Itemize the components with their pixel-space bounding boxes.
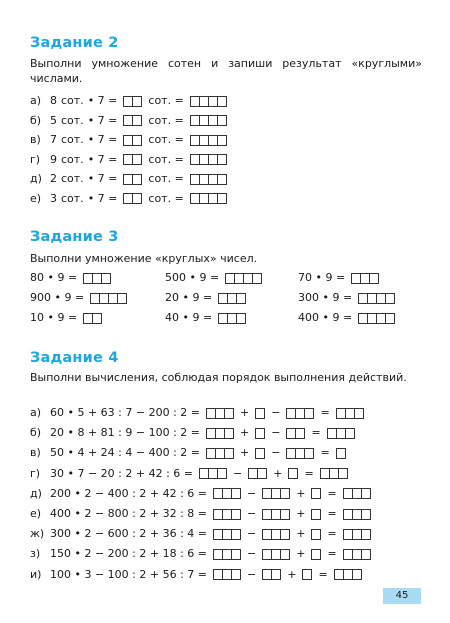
task3-item xyxy=(165,310,248,326)
answer-digit-box[interactable] xyxy=(361,509,371,520)
task3-item xyxy=(298,290,397,306)
answer-box-group xyxy=(327,428,355,439)
answer-digit-box[interactable] xyxy=(352,569,362,580)
answer-digit-box[interactable] xyxy=(217,115,227,126)
answer-digit-box[interactable] xyxy=(231,549,241,560)
operator: − xyxy=(247,507,257,520)
task3-title: Задание 3 xyxy=(30,229,119,245)
multiplication: • 7 = xyxy=(87,191,118,205)
operator: = xyxy=(320,446,330,460)
answer-box-group xyxy=(218,313,246,324)
answer-digit-box[interactable] xyxy=(217,468,227,479)
answer-digit-box[interactable] xyxy=(231,529,241,540)
answer-digit-box[interactable] xyxy=(231,569,241,580)
task3-item xyxy=(165,290,248,306)
answer-box-group xyxy=(83,273,111,284)
answer-digit-box[interactable] xyxy=(217,154,227,165)
answer-box-group xyxy=(336,448,346,459)
task2-title: Задание 2 xyxy=(30,35,119,51)
task4-row xyxy=(30,425,357,441)
answer-box-group xyxy=(190,174,227,185)
expression: 150 • 2 − 200 : 2 + 18 : 6 = xyxy=(50,547,207,561)
operator: − xyxy=(271,426,281,440)
expression: 60 • 5 + 63 : 7 − 200 : 2 = xyxy=(50,406,200,419)
answer-box-group xyxy=(262,509,290,520)
answer-box-group xyxy=(90,293,127,304)
task4-row xyxy=(30,445,348,461)
answer-digit-box[interactable] xyxy=(302,569,312,580)
answer-digit-box[interactable] xyxy=(311,549,321,560)
expression: 40 • 9 = xyxy=(165,311,213,324)
answer-digit-box[interactable] xyxy=(280,488,290,499)
expression: 30 • 7 − 20 : 2 + 42 : 6 = xyxy=(50,466,193,480)
number: 2 xyxy=(50,172,57,185)
answer-box-group xyxy=(206,448,234,459)
row-label: г) xyxy=(30,152,41,166)
answer-box-group xyxy=(190,154,227,165)
operator: − xyxy=(247,527,257,541)
answer-box-group xyxy=(286,448,314,459)
row-label: е) xyxy=(30,191,42,205)
answer-box-group xyxy=(343,549,371,560)
operator: + xyxy=(296,486,306,500)
answer-box-group xyxy=(255,448,265,459)
answer-digit-box[interactable] xyxy=(311,488,321,499)
answer-digit-box[interactable] xyxy=(295,428,305,439)
row-label: д) xyxy=(30,486,42,500)
answer-box-group xyxy=(123,154,142,165)
unit-equals: сот. = xyxy=(148,113,184,127)
answer-digit-box[interactable] xyxy=(338,468,348,479)
number: 3 xyxy=(50,191,57,205)
answer-box-group xyxy=(288,468,298,479)
answer-box-group xyxy=(311,509,321,520)
expression: 900 • 9 = xyxy=(30,291,85,304)
answer-digit-box[interactable] xyxy=(236,293,246,304)
answer-box-group xyxy=(358,313,395,324)
answer-box-group xyxy=(206,428,234,439)
answer-box-group xyxy=(262,549,290,560)
task3-item xyxy=(298,310,397,326)
answer-digit-box[interactable] xyxy=(255,448,265,459)
answer-digit-box[interactable] xyxy=(132,174,142,185)
answer-digit-box[interactable] xyxy=(101,273,111,284)
answer-digit-box[interactable] xyxy=(132,115,142,126)
task4-row xyxy=(30,466,350,482)
operator: = xyxy=(327,486,337,500)
row-label: а) xyxy=(30,94,42,107)
answer-digit-box[interactable] xyxy=(217,96,227,107)
task3-item xyxy=(30,310,104,326)
task2-row xyxy=(30,93,229,109)
row-label: ж) xyxy=(30,527,45,541)
answer-digit-box[interactable] xyxy=(224,428,234,439)
number: 8 xyxy=(50,94,57,107)
unit: сот. xyxy=(61,191,84,205)
answer-box-group xyxy=(213,529,241,540)
answer-digit-box[interactable] xyxy=(271,569,281,580)
answer-digit-box[interactable] xyxy=(311,529,321,540)
answer-digit-box[interactable] xyxy=(304,408,314,419)
operator: − xyxy=(271,446,281,460)
task2-row xyxy=(30,191,229,207)
row-label: б) xyxy=(30,113,42,127)
task4-instructions: Выполни вычисления, соблюдая порядок выполнения действий. xyxy=(30,371,407,384)
answer-box-group xyxy=(286,408,314,419)
answer-digit-box[interactable] xyxy=(345,428,355,439)
row-label: е) xyxy=(30,507,42,520)
answer-digit-box[interactable] xyxy=(255,408,265,419)
expression: 300 • 2 − 600 : 2 + 36 : 4 = xyxy=(50,527,207,541)
answer-digit-box[interactable] xyxy=(217,135,227,146)
answer-digit-box[interactable] xyxy=(132,154,142,165)
unit: сот. xyxy=(61,133,84,146)
task3-instructions: Выполни умножение «круглых» чисел. xyxy=(30,252,258,265)
answer-box-group xyxy=(358,293,395,304)
row-label: д) xyxy=(30,172,42,185)
unit-equals: сот. = xyxy=(148,94,184,107)
answer-digit-box[interactable] xyxy=(224,408,234,419)
task4-row xyxy=(30,405,366,421)
expression: 400 • 2 − 800 : 2 + 32 : 8 = xyxy=(50,507,207,520)
row-label: в) xyxy=(30,133,41,146)
answer-digit-box[interactable] xyxy=(217,174,227,185)
unit-equals: сот. = xyxy=(148,133,184,146)
answer-box-group xyxy=(311,549,321,560)
expression: 500 • 9 = xyxy=(165,271,220,284)
answer-digit-box[interactable] xyxy=(117,293,127,304)
operator: − xyxy=(233,466,243,480)
answer-digit-box[interactable] xyxy=(361,529,371,540)
expression: 400 • 9 = xyxy=(298,311,353,324)
task2-row xyxy=(30,171,229,187)
answer-box-group xyxy=(311,488,321,499)
answer-box-group xyxy=(123,135,142,146)
answer-box-group xyxy=(262,569,281,580)
operator: − xyxy=(271,406,281,419)
answer-digit-box[interactable] xyxy=(132,193,142,204)
answer-digit-box[interactable] xyxy=(354,408,364,419)
answer-box-group xyxy=(213,488,241,499)
operator: − xyxy=(247,486,257,500)
answer-box-group xyxy=(190,135,227,146)
answer-digit-box[interactable] xyxy=(236,313,246,324)
answer-box-group xyxy=(123,96,142,107)
unit-equals: сот. = xyxy=(148,172,184,185)
answer-box-group xyxy=(123,115,142,126)
operator: − xyxy=(247,547,257,561)
answer-box-group xyxy=(286,428,305,439)
answer-box-group xyxy=(343,488,371,499)
answer-box-group xyxy=(320,468,348,479)
answer-box-group xyxy=(343,529,371,540)
answer-digit-box[interactable] xyxy=(280,509,290,520)
multiplication: • 7 = xyxy=(87,172,118,185)
number: 7 xyxy=(50,133,57,146)
task3-item xyxy=(298,270,381,286)
answer-box-group xyxy=(213,569,241,580)
answer-digit-box[interactable] xyxy=(132,135,142,146)
expression: 80 • 9 = xyxy=(30,271,78,284)
operator: + xyxy=(296,547,306,561)
answer-box-group xyxy=(83,313,102,324)
answer-digit-box[interactable] xyxy=(224,448,234,459)
operator: + xyxy=(240,446,250,460)
answer-box-group xyxy=(218,293,246,304)
operator: + xyxy=(240,406,250,419)
multiplication: • 7 = xyxy=(87,133,118,146)
answer-box-group xyxy=(190,115,227,126)
answer-digit-box[interactable] xyxy=(361,549,371,560)
operator: + xyxy=(240,426,250,440)
task3-item xyxy=(30,290,129,306)
operator: = xyxy=(304,466,314,480)
answer-box-group xyxy=(199,468,227,479)
operator: + xyxy=(296,507,306,520)
expression: 70 • 9 = xyxy=(298,271,346,284)
operator: = xyxy=(320,406,330,419)
expression: 10 • 9 = xyxy=(30,311,78,324)
row-label: з) xyxy=(30,547,41,561)
answer-digit-box[interactable] xyxy=(132,96,142,107)
row-label: б) xyxy=(30,426,42,440)
answer-digit-box[interactable] xyxy=(92,313,102,324)
answer-digit-box[interactable] xyxy=(231,509,241,520)
expression: 50 • 4 + 24 : 4 − 400 : 2 = xyxy=(50,446,200,460)
number: 5 xyxy=(50,113,57,127)
answer-digit-box[interactable] xyxy=(280,549,290,560)
answer-digit-box[interactable] xyxy=(231,488,241,499)
answer-digit-box[interactable] xyxy=(255,428,265,439)
task4-row xyxy=(30,546,373,562)
answer-box-group xyxy=(262,529,290,540)
answer-digit-box[interactable] xyxy=(385,313,395,324)
answer-box-group xyxy=(336,408,364,419)
answer-digit-box[interactable] xyxy=(257,468,267,479)
answer-box-group xyxy=(213,549,241,560)
operator: − xyxy=(247,567,257,581)
answer-box-group xyxy=(190,96,227,107)
answer-box-group xyxy=(255,428,265,439)
answer-box-group xyxy=(225,273,262,284)
operator: + xyxy=(296,527,306,541)
answer-box-group xyxy=(334,569,362,580)
row-label: г) xyxy=(30,466,41,480)
answer-digit-box[interactable] xyxy=(288,468,298,479)
task2-row xyxy=(30,113,229,129)
answer-digit-box[interactable] xyxy=(336,448,346,459)
multiplication: • 7 = xyxy=(87,113,118,127)
operator: + xyxy=(287,567,297,581)
answer-box-group xyxy=(213,509,241,520)
task4-row xyxy=(30,526,373,542)
operator: = xyxy=(311,426,321,440)
answer-box-group xyxy=(351,273,379,284)
row-label: и) xyxy=(30,567,42,581)
answer-box-group xyxy=(343,509,371,520)
answer-digit-box[interactable] xyxy=(369,273,379,284)
task4-row xyxy=(30,486,373,502)
answer-box-group xyxy=(123,174,142,185)
answer-box-group xyxy=(123,193,142,204)
answer-box-group xyxy=(206,408,234,419)
answer-digit-box[interactable] xyxy=(217,193,227,204)
unit-equals: сот. = xyxy=(148,191,184,205)
answer-digit-box[interactable] xyxy=(361,488,371,499)
answer-box-group xyxy=(255,408,265,419)
expression: 300 • 9 = xyxy=(298,291,353,304)
multiplication: • 7 = xyxy=(87,94,118,107)
expression: 20 • 8 + 81 : 9 − 100 : 2 = xyxy=(50,426,200,440)
answer-digit-box[interactable] xyxy=(252,273,262,284)
task3-item xyxy=(165,270,264,286)
unit-equals: сот. = xyxy=(148,152,184,166)
task4-row xyxy=(30,567,364,583)
expression: 200 • 2 − 400 : 2 + 42 : 6 = xyxy=(50,486,207,500)
number: 9 xyxy=(50,152,57,166)
answer-box-group xyxy=(190,193,227,204)
unit: сот. xyxy=(61,172,84,185)
answer-box-group xyxy=(311,529,321,540)
expression: 100 • 3 − 100 : 2 + 56 : 7 = xyxy=(50,567,207,581)
answer-box-group xyxy=(302,569,312,580)
answer-digit-box[interactable] xyxy=(280,529,290,540)
task2-row xyxy=(30,152,229,168)
operator: + xyxy=(273,466,283,480)
answer-digit-box[interactable] xyxy=(311,509,321,520)
task3-item xyxy=(30,270,113,286)
operator: = xyxy=(327,507,337,520)
page-number: 45 xyxy=(383,588,421,604)
operator: = xyxy=(327,527,337,541)
answer-digit-box[interactable] xyxy=(304,448,314,459)
expression: 20 • 9 = xyxy=(165,291,213,304)
answer-digit-box[interactable] xyxy=(385,293,395,304)
task2-row xyxy=(30,132,229,148)
multiplication: • 7 = xyxy=(87,152,118,166)
operator: = xyxy=(327,547,337,561)
unit: сот. xyxy=(61,113,84,127)
task2-instructions: Выполни умножение сотен и запиши результат «круглыми» числами. xyxy=(30,57,422,85)
row-label: а) xyxy=(30,406,42,419)
task4-title: Задание 4 xyxy=(30,350,119,366)
row-label: в) xyxy=(30,446,41,460)
operator: = xyxy=(318,567,328,581)
task4-row xyxy=(30,506,373,522)
answer-box-group xyxy=(262,488,290,499)
unit: сот. xyxy=(61,152,84,166)
answer-box-group xyxy=(248,468,267,479)
unit: сот. xyxy=(61,94,84,107)
